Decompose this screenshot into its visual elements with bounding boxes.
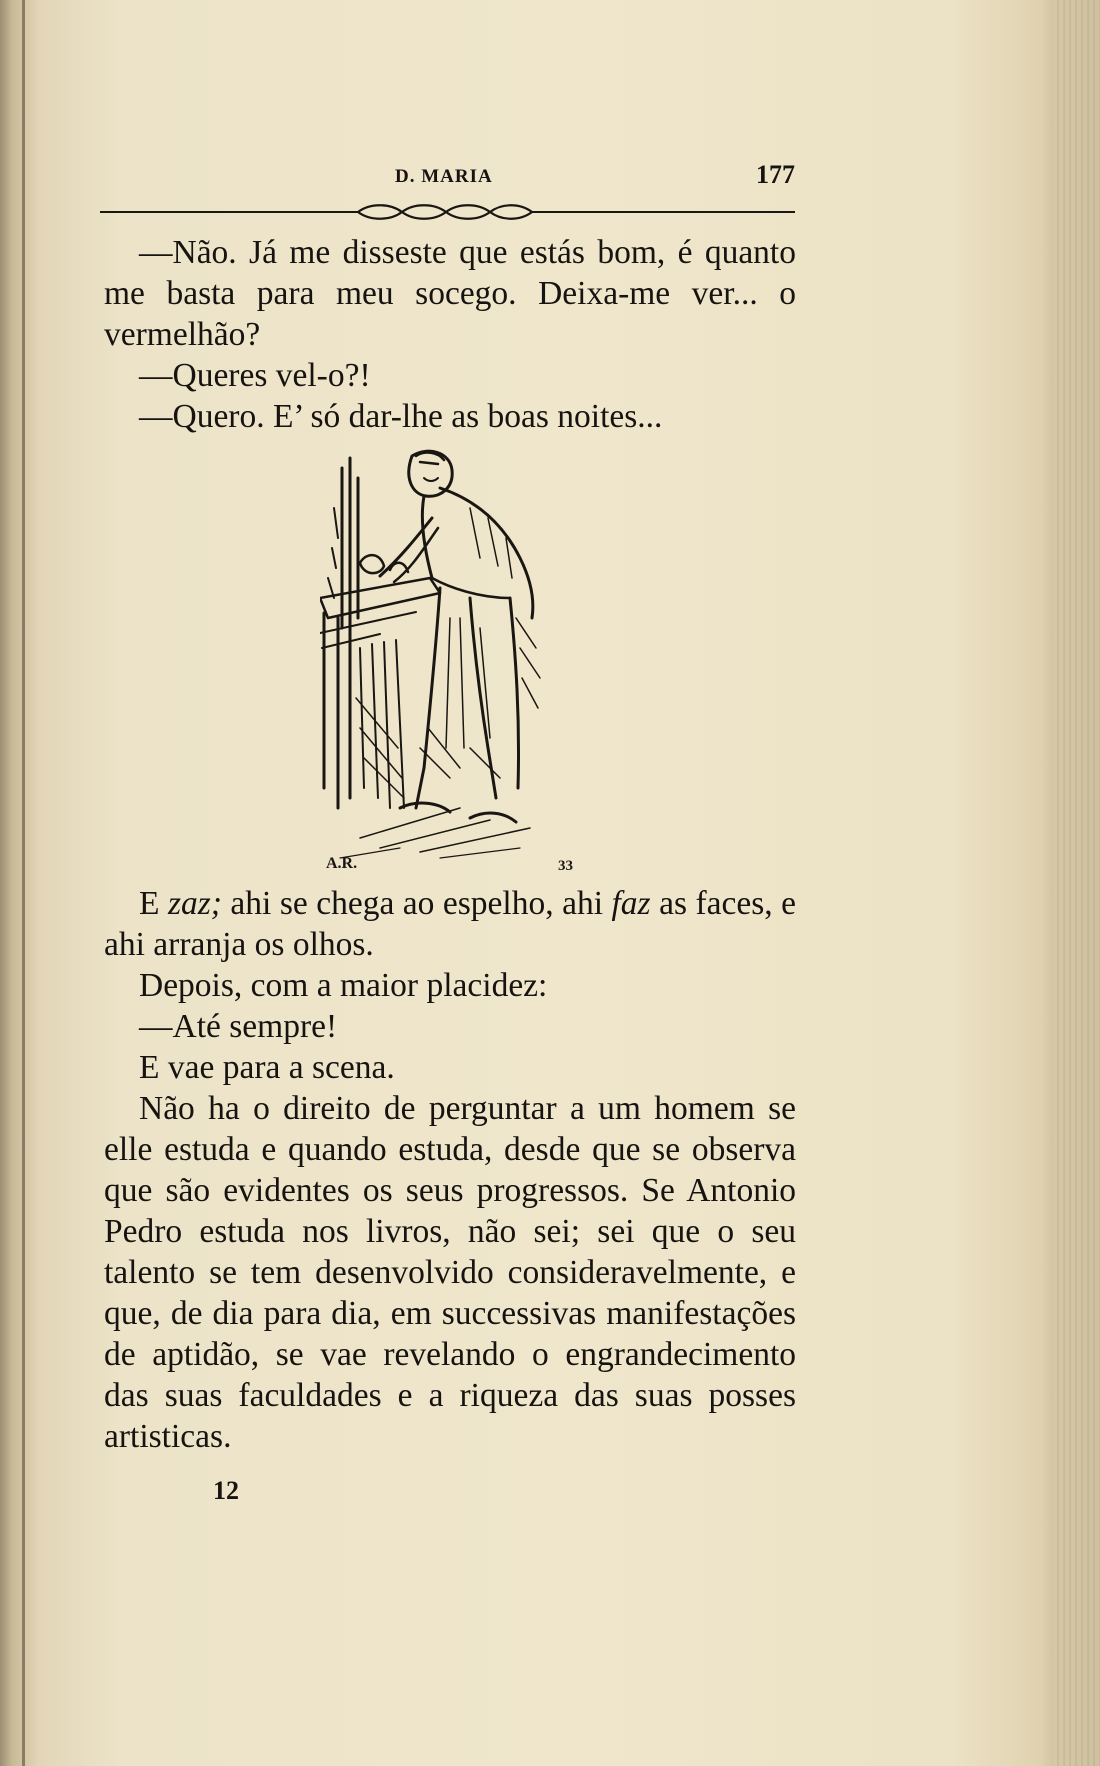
paragraph-zaz-mid: ahi se chega ao espelho, ahi xyxy=(221,885,612,922)
paragraph-ate-sempre: —Até sempre! xyxy=(139,1008,338,1045)
running-head xyxy=(100,160,795,192)
engraving-man-at-dressing-table-icon xyxy=(320,448,590,873)
paragraph-dialog-3: —Quero. E’ só dar-lhe as boas noites... xyxy=(139,398,663,435)
paragraph-zaz-e: E xyxy=(139,885,168,922)
paragraph-dialog-2: —Queres vel-o?! xyxy=(139,357,371,394)
running-title: D. MARIA xyxy=(395,166,493,187)
book-binding-shadow xyxy=(22,0,25,1766)
paragraph-zaz-italic-zaz: zaz; xyxy=(167,885,222,922)
printer-signature-mark: 12 xyxy=(213,1476,239,1505)
text-block-top xyxy=(104,232,796,437)
paragraph-depois: Depois, com a maior placidez: xyxy=(139,967,548,1004)
paragraph-zaz-italic-faz: faz xyxy=(611,885,651,922)
text-block-bottom xyxy=(104,883,796,1457)
paragraph-dialog-1: —Não. Já me disseste que estás bom, é quanto me basta para meu socego. Deixa-me ver... o vermelhão? xyxy=(104,234,796,353)
illustration-monogram: A.R. xyxy=(326,855,358,872)
ornamental-rule xyxy=(100,200,795,224)
page-edges xyxy=(1054,0,1100,1766)
paragraph-vae-para-scena: E vae para a scena. xyxy=(139,1049,395,1086)
paragraph-zaz-end: as faces, e ahi arranja os olhos. xyxy=(104,885,796,963)
page-number: 177 xyxy=(756,160,795,189)
illustration-mark: 33 xyxy=(558,858,573,873)
paragraph-zaz xyxy=(104,883,796,965)
paragraph-antonio-pedro: Não ha o direito de perguntar a um homem se elle estuda e quando estuda, desde que se observa que são evidentes os seus progressos. Se Antonio Pedro estuda nos livros, não sei; sei que o seu talento se tem desenvolvido consideravelmente, e que, de dia para dia, em successivas manifestações de aptidão, se vae revelando o engrandecimento das suas faculdades e a riqueza das suas posses artisticas. xyxy=(104,1090,796,1455)
